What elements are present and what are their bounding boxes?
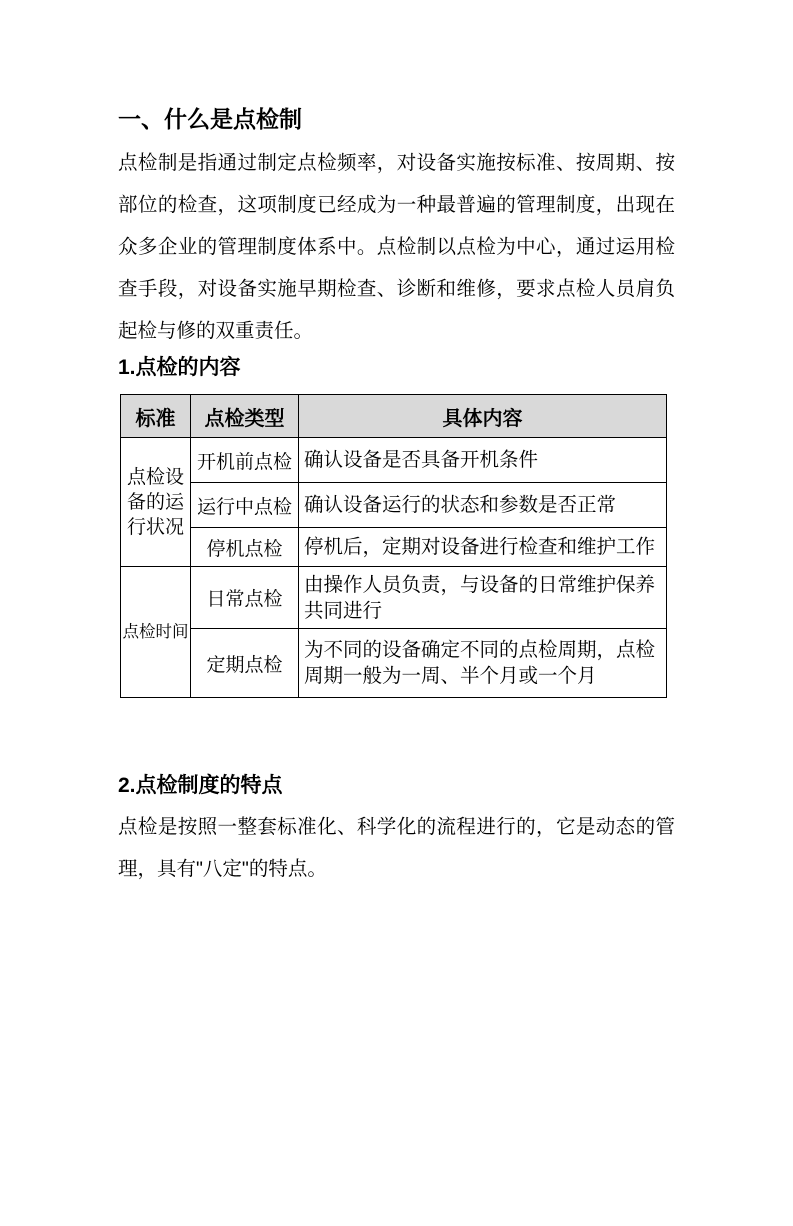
table-row bbox=[121, 567, 667, 629]
table-row bbox=[121, 629, 667, 698]
subsection-title-contents: 1.点检的内容 bbox=[118, 356, 241, 379]
subsection-title-features: 2.点检制度的特点 bbox=[118, 774, 283, 797]
cell-content-daily: 由操作人员负责，与设备的日常维护保养共同进行 bbox=[299, 567, 667, 629]
cell-type-periodic: 定期点检 bbox=[191, 629, 299, 698]
cell-content-in-operation: 确认设备运行的状态和参数是否正常 bbox=[299, 483, 667, 528]
table-header-standard: 标准 bbox=[121, 395, 191, 438]
table-header-row bbox=[121, 395, 667, 438]
inspection-table bbox=[120, 394, 667, 698]
section-paragraph: 点检制是指通过制定点检频率，对设备实施按标准、按周期、按部位的检查，这项制度已经成为一种最普遍的管理制度，出现在众多企业的管理制度体系中。点检制以点检为中心，通过运用检查手段，对设备实施早期检查、诊断和维修，要求点检人员肩负起检与修的双重责任。 bbox=[118, 152, 675, 342]
cell-type-before-startup: 开机前点检 bbox=[191, 438, 299, 483]
cell-standard-inspection-time: 点检时间 bbox=[121, 567, 191, 698]
table-row bbox=[121, 483, 667, 528]
table-header-content: 具体内容 bbox=[299, 395, 667, 438]
cell-type-daily: 日常点检 bbox=[191, 567, 299, 629]
features-paragraph: 点检是按照一整套标准化、科学化的流程进行的，它是动态的管理，具有"八定"的特点。 bbox=[118, 816, 675, 880]
cell-type-shutdown: 停机点检 bbox=[191, 528, 299, 567]
document-page bbox=[118, 104, 675, 890]
table-header-type: 点检类型 bbox=[191, 395, 299, 438]
cell-standard-running-status: 点检设备的运行状况 bbox=[121, 438, 191, 567]
table-row bbox=[121, 528, 667, 567]
cell-type-in-operation: 运行中点检 bbox=[191, 483, 299, 528]
table-row bbox=[121, 438, 667, 483]
cell-content-periodic: 为不同的设备确定不同的点检周期，点检周期一般为一周、半个月或一个月 bbox=[299, 629, 667, 698]
section-title: 一、什么是点检制 bbox=[118, 106, 302, 132]
cell-content-shutdown: 停机后，定期对设备进行检查和维护工作 bbox=[299, 528, 667, 567]
cell-content-before-startup: 确认设备是否具备开机条件 bbox=[299, 438, 667, 483]
